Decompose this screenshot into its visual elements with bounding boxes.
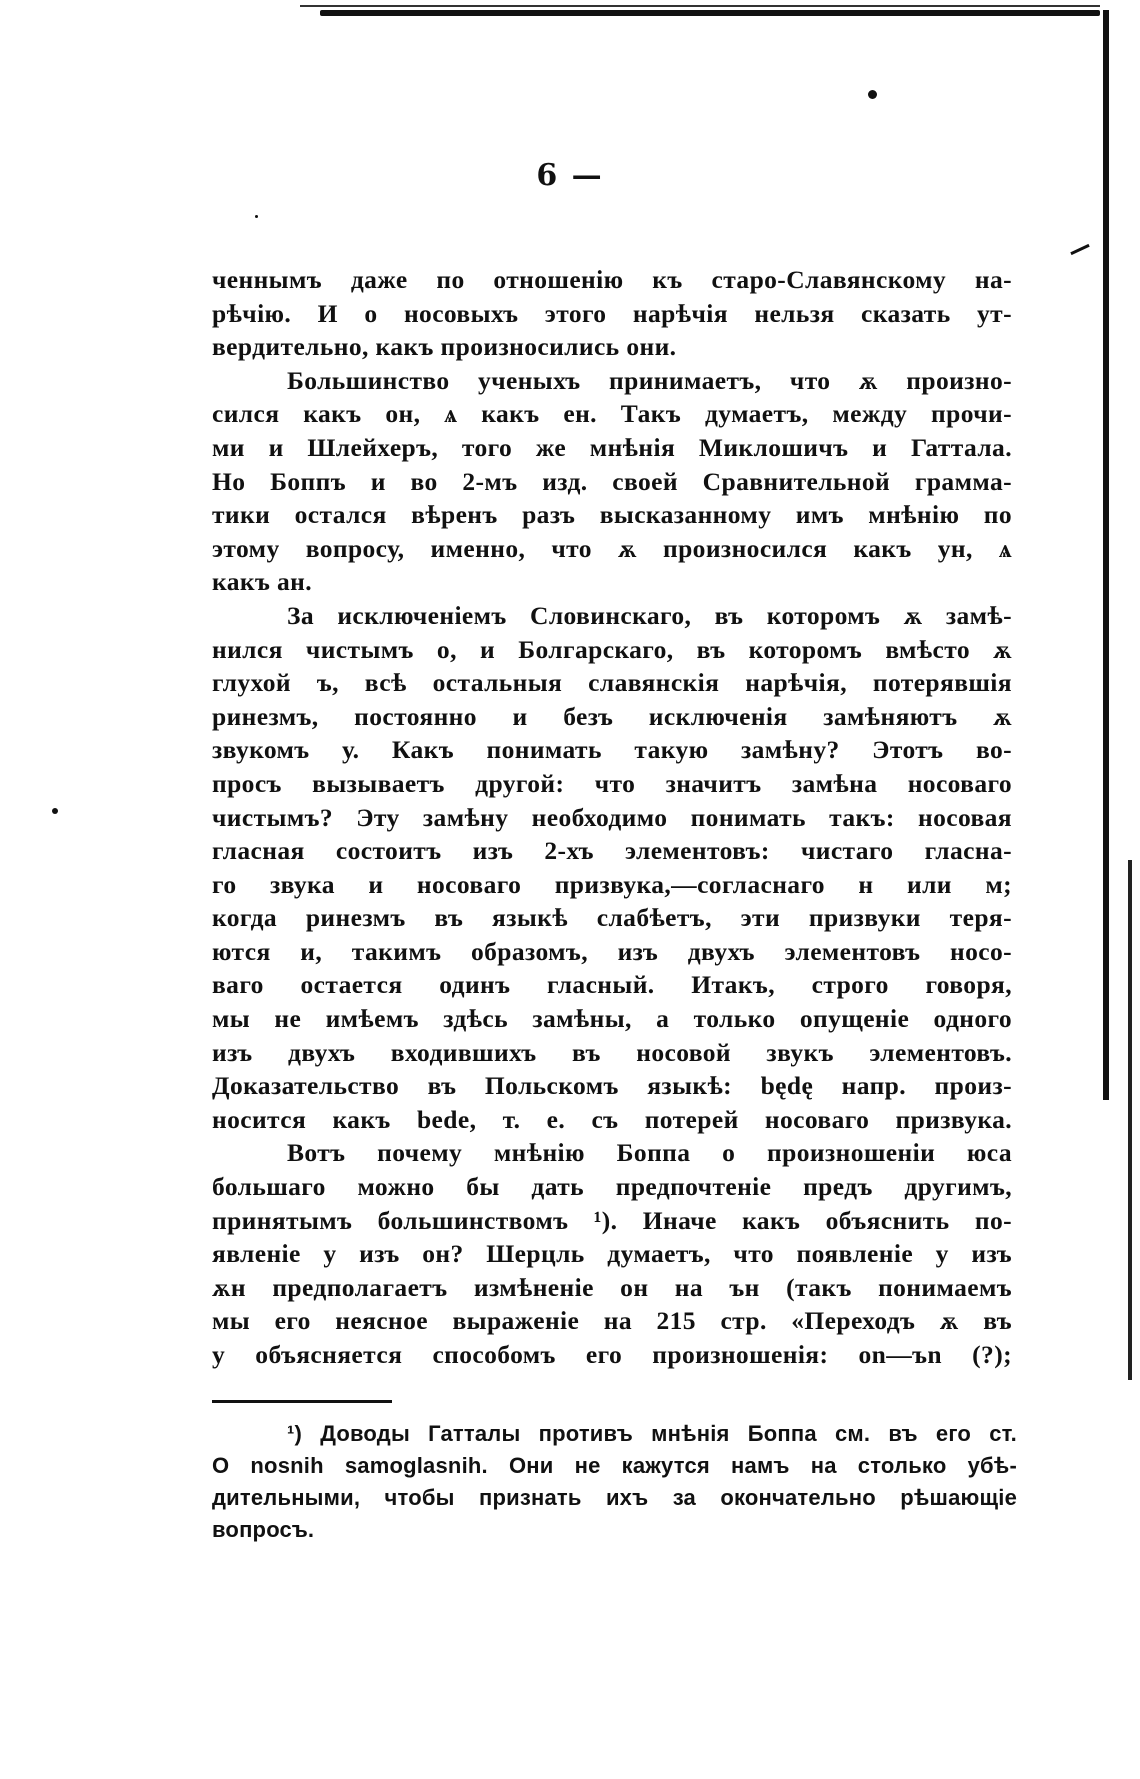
scan-edge-top <box>320 10 1100 16</box>
text-line: За исключеніемъ Словинскаго, въ которомъ ѫ замѣ- <box>287 600 1012 630</box>
scan-speck <box>255 215 258 218</box>
text-line: ченнымъ даже по отношенію къ старо-Славянскому на- <box>212 265 1012 294</box>
text-line: глухой ъ, всѣ остальныя славянскія нарѣчія, потерявшія <box>212 668 1012 698</box>
scan-edge-top-thin <box>300 5 1100 7</box>
text-line: звукомъ у. Какъ понимать такую замѣну? Этотъ во- <box>212 735 1012 765</box>
footnote-line: дительными, чтобы признать ихъ за окончательно рѣшающіе <box>212 1485 1017 1510</box>
page-number: 6 — <box>536 158 604 193</box>
scan-edge-right-lower <box>1128 860 1132 1380</box>
text-line: ѫн предполагаетъ измѣненіе он на ън (такъ понимаемъ <box>212 1272 1012 1302</box>
text-line: ми и Шлейхеръ, того же мнѣнія Миклошичъ и Гаттала. <box>212 432 1012 462</box>
text-line: мы его неясное выраженіе на 215 стр. «Переходъ ѫ въ <box>212 1306 1012 1336</box>
text-line: Доказательство въ Польскомъ языкѣ: będę напр. произ- <box>212 1071 1012 1101</box>
main-text <box>212 263 1012 1372</box>
text-line: этому вопросу, именно, что ѫ произносился какъ ун, ѧ <box>212 533 1012 563</box>
footnote-line: O nosnih samoglasnih. Они не кажутся намъ на столько убѣ- <box>212 1453 1017 1478</box>
text-line: у объясняется способомъ его произношенія: on—ъn (?); <box>212 1340 1012 1369</box>
text-line: большаго можно бы дать предпочтеніе предъ другимъ, <box>212 1172 1012 1202</box>
text-line: го звука и носоваго призвука,—согласнаго н или м; <box>212 869 1012 899</box>
text-line: принятымъ большинствомъ ¹). Иначе какъ объяснить по- <box>212 1205 1012 1235</box>
text-line: ются и, такимъ образомъ, изъ двухъ элементовъ носо- <box>212 936 1012 966</box>
text-line: Большинство ученыхъ принимаетъ, что ѫ произно- <box>287 365 1012 395</box>
text-line: ринезмъ, постоянно и безъ исключенія замѣняютъ ѫ <box>212 701 1012 731</box>
scan-mark <box>1070 244 1089 255</box>
text-line: какъ ан. <box>212 567 313 597</box>
scan-speck <box>868 90 877 99</box>
text-line: явленіе у изъ он? Шерцль думаетъ, что появленіе у изъ <box>212 1239 1012 1269</box>
text-line: Но Боппъ и во 2-мъ изд. своей Сравнительной грамма- <box>212 466 1012 496</box>
text-line: гласная состоитъ изъ 2-хъ элементовъ: чистаго гласна- <box>212 836 1012 866</box>
text-line: изъ двухъ входившихъ въ носовой звукъ элементовъ. <box>212 1037 1012 1067</box>
scan-speck <box>52 808 58 814</box>
text-line: носится какъ bede, т. е. съ потерей носоваго призвука. <box>212 1104 1012 1134</box>
text-line: мы не имѣемъ здѣсь замѣны, а только опущеніе одного <box>212 1004 1012 1034</box>
text-line: ваго остается одинъ гласный. Итакъ, строго говоря, <box>212 970 1012 1000</box>
text-line: просъ вызываетъ другой: что значитъ замѣна носоваго <box>212 768 1012 798</box>
footnote-line: ¹) Доводы Гатталы противъ мнѣнія Боппа см. въ его ст. <box>287 1421 1017 1446</box>
text-line: Вотъ почему мнѣнію Боппа о произношеніи юса <box>287 1138 1012 1168</box>
text-line: чистымъ? Эту замѣну необходимо понимать такъ: носовая <box>212 802 1012 832</box>
footnote <box>212 1418 1017 1546</box>
footnote-line: вопросъ. <box>212 1517 315 1542</box>
text-line: тики остался вѣренъ разъ высказанному имъ мнѣнію по <box>212 500 1012 530</box>
text-line: нился чистымъ о, и Болгарскаго, въ которомъ вмѣсто ѫ <box>212 634 1012 664</box>
text-line: рѣчію. И о носовыхъ этого нарѣчія нельзя сказать ут- <box>212 298 1012 328</box>
footnote-separator <box>212 1400 392 1403</box>
text-line: вердительно, какъ произносились они. <box>212 332 677 362</box>
text-line: сился какъ он, ѧ какъ ен. Такъ думаетъ, между прочи- <box>212 399 1012 429</box>
text-line: когда ринезмъ въ языкѣ слабѣетъ, эти призвуки теря- <box>212 903 1012 933</box>
